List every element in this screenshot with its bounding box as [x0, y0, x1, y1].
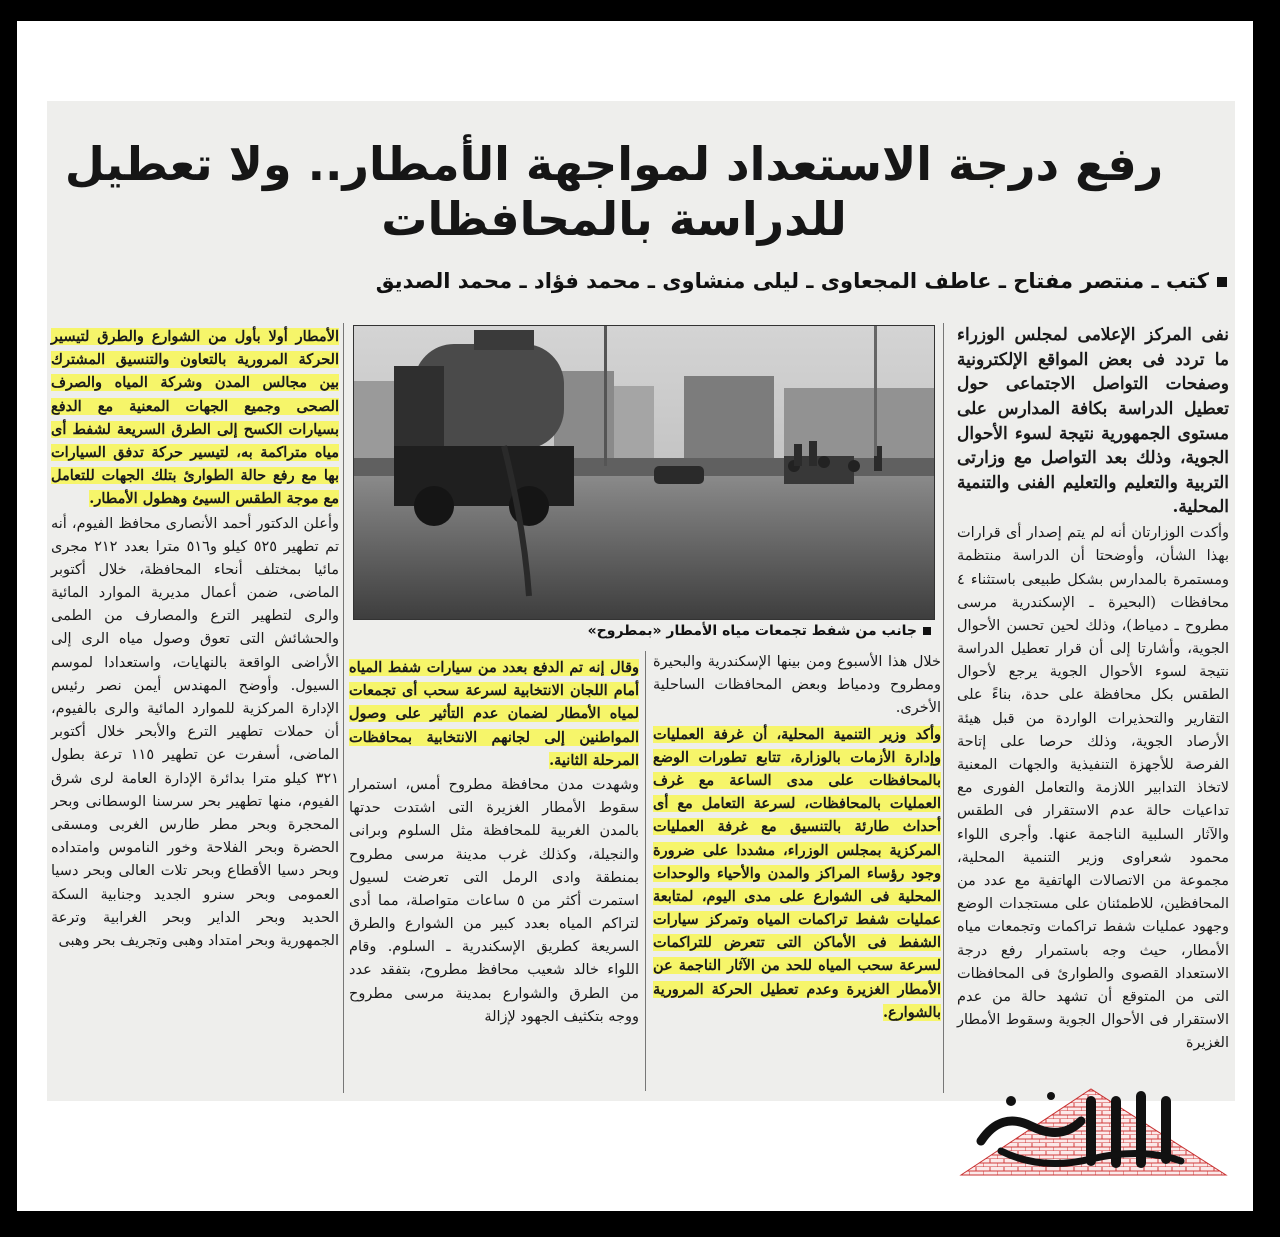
al-ahram-logo — [941, 1071, 1231, 1181]
highlighted-passage-roads: الأمطار أولا بأول من الشوارع والطرق لتيسير الحركة المرورية بالتعاون والتنسيق المشترك بين مجالس المدن وشركة المياه والصرف الصحى وجميع الجهات المعنية مع الدفع بسيارات الكسح إلى الطرق السريعة لشفط أى مياه متراكمة به، لتيسير حركة تدفق السيارات بها مع رفع حالة الطوارئ بتلك الجهات للتعامل مع موجة الطقس السيئ وهطول الأمطار. — [51, 328, 339, 508]
al-ahram-logo-graphic — [941, 1071, 1231, 1181]
photo-caption — [353, 623, 931, 639]
article-headline: رفع درجة الاستعداد لمواجهة الأمطار.. ولا تعطيل للدراسة بالمحافظات — [64, 137, 1164, 247]
flood-photo — [353, 325, 935, 620]
column-divider — [943, 323, 944, 1093]
screenshot-frame — [14, 18, 1256, 1214]
column-left — [51, 325, 339, 1085]
photo-caption-text: جانب من شفط تجمعات مياه الأمطار «بمطروح» — [587, 623, 917, 639]
column-divider — [343, 323, 344, 1093]
newspaper-clipping — [47, 101, 1235, 1101]
flood-photo-image — [354, 326, 934, 619]
byline-text: كتب ـ منتصر مفتاح ـ عاطف المجعاوى ـ ليلى منشاوى ـ محمد فؤاد ـ محمد الصديق — [375, 269, 1209, 293]
column-right — [957, 323, 1229, 1052]
column-mid-right — [653, 651, 941, 1081]
byline-marker — [1217, 277, 1227, 287]
highlighted-passage-minister: وأكد وزير التنمية المحلية، أن غرفة العمليات وإدارة الأزمات بالوزارة، تتابع تطورات الوضع بالمحافظات على مدى الساعة مع غرف العمليات بالمحافظات، لسرعة التعامل مع أى أحداث طارئة بالتنسيق مع غرفة العمليات المركزية بمجلس الوزراء، مشددا على ضرورة وجود رؤساء المراكز والمدن والأحياء والوحدات المحلية فى الشوارع على مدى اليوم، لمتابعة عمليات شفط تراكمات المياه وتمركز سيارات الشفط فى الأماكن التى تتعرض للتراكمات لسرعة سحب المياه للحد من الآثار الناجمة عن الأمطار الغزيرة وعدم تعطيل الحركة المرورية بالشوارع. — [653, 725, 941, 1021]
column-mid-left-body: وشهدت مدن محافظة مطروح أمس، استمرار سقوط الأمطار الغزيرة التى اشتدت حدتها بالمدن الغربية للمحافظة مثل السلوم وبرانى والنجيلة، وكذلك غرب مدينة مرسى مطروح بمنطقة وادى الرمل التى تعرضت لسيول استمرت أكثر من ٥ ساعات متواصلة، مما أدى لتراكم المياه بعدد كبير من الشوارع والطرق السريعة كطريق الإسكندرية ـ السلوم. وقام اللواء خالد شعيب محافظ مطروح، بتفقد عدد من الطرق والشوارع بمدينة مرسى مطروح ووجه بتكثيف الجهود لإزالة — [349, 776, 640, 1025]
column-mid-right-intro: خلال هذا الأسبوع ومن بينها الإسكندرية والبحيرة ومطروح ودمياط وبعض المحافظات الساحلية الأخرى. — [653, 654, 941, 717]
column-right-body: وأكدت الوزارتان أنه لم يتم إصدار أى قرارات بهذا الشأن، وأوضحتا أن الدراسة منتظمة ومستمرة بالمدارس بشكل طبيعى باستثناء ٤ محافظات (البحيرة ـ الإسكندرية مرسى مطروح ـ دمياط)، وذلك لحين تحسن الأحوال الجوية، وأشارتا إلى أن قرار تعطيل الدراسة نتيجة لسوء الأحوال الجوية يرجع لأحوال الطقس بكل محافظة على حدة، بناءً على التقارير والتحذيرات الواردة من قبل هيئة الأرصاد الجوية، وذلك حرصا على إتاحة الفرصة للأجهزة التنفيذية والجهات المعنية لاتخاذ التدابير اللازمة والتعامل الفورى مع تداعيات حالة عدم الاستقرار فى الطقس والآثار السلبية الناجمة عنها. وأجرى اللواء محمود شعراوى وزير التنمية المحلية، مجموعة من الاتصالات الهاتفية مع عدد من المحافظين، للاطمئنان على مستجدات الوضع وجهود عمليات شفط تراكمات وتجمعات مياه الأمطار، حيث وجه باستمرار رفع درجة الاستعداد القصوى والطوارئ فى المحافظات التى من المتوقع أن تشهد حالة من عدم الاستقرار فى الأحوال الجوية وسقوط الأمطار الغزيرة — [957, 525, 1229, 1052]
article-byline — [376, 269, 1227, 293]
column-divider — [645, 651, 646, 1091]
caption-marker — [923, 627, 931, 635]
column-left-body: وأعلن الدكتور أحمد الأنصارى محافظ الفيوم، أنه تم تطهير ٥٢٥ كيلو و٥١٦ مترا بعدد ٢١٢ مجرى مائيا بمختلف أنحاء المحافظة، خلال أكتوبر الماضى، ضمن أعمال مديرية الموارد المائية والرى لتطهير الترع والمصارف من الطمى والحشائش التى تعوق وصول مياه الرى إلى الأراضى الواقعة بالنهايات، واستعدادا لموسم السيول. وأوضح المهندس أيمن نصر رئيس الإدارة المركزية للموارد المائية والرى بالفيوم، أن حملات تطهير الترع والأبحر خلال أكتوبر الماضى، أسفرت عن تطهير ١١٥ ترعة بطول ٣٢١ كيلو مترا بدائرة الإدارة العامة لرى شرق الفيوم، منها تطهير بحر سرسنا الوسطانى وبحر المحجرة وبحر مطر طارس الغربى ومسقى الحضرة وبحر الفلاحة وخور الناموس وامتداده وبحر دسيا الأقطاع وبحر تلات العالى وبحر دسيا العمومى وبحر سنرو الجديد وجنابية السكة الحديد وبحر الداير وبحر الغرابية وترعة الجمهورية وبحر امتداد وهبى وتجريف بحر وهبى — [51, 515, 339, 949]
column-mid-left — [349, 656, 639, 1081]
highlighted-passage-election: وقال إنه تم الدفع بعدد من سيارات شفط المياه أمام اللجان الانتخابية لسرعة سحب أى تجمعات لمياه الأمطار لضمان عدم التأثير على وصول المواطنين إلى لجانهم الانتخابية بمحافظات المرحلة الثانية. — [349, 659, 639, 769]
lead-paragraph: نفى المركز الإعلامى لمجلس الوزراء ما تردد فى بعض المواقع الإلكترونية وصفحات التواصل الاجتماعى حول تعطيل الدراسة بكافة المدارس على مستوى الجمهورية نتيجة لسوء الأحوال الجوية، وذلك بعد التواصل مع وزارتى التربية والتعليم والتعليم الفنى والتنمية المحلية. — [957, 325, 1229, 518]
